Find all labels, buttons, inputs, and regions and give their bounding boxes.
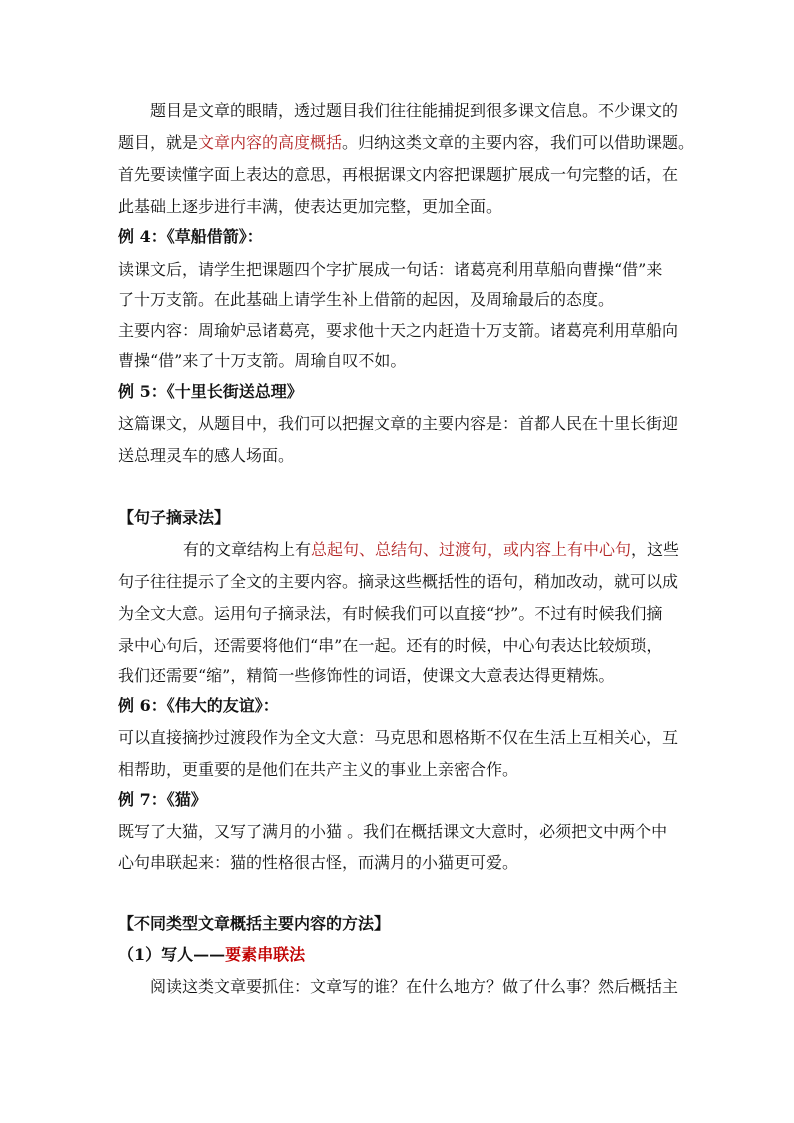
example-6-line-1: 可以直接摘抄过渡段作为全文大意：马克思和恩格斯不仅在生活上互相关心，互 [118,728,679,747]
intro-text: 。归纳这类文章的主要内容，我们可以借助课题。 [342,133,695,152]
intro-line-2 [118,133,694,153]
sentence-line-4: 录中心句后，还需要将他们“串”在一起。还有的时候，中心句表达比较烦琐， [118,636,663,655]
section-heading-sentence: 【句子摘录法】 [118,508,231,527]
sentence-line-1 [183,540,679,560]
example-4-line-4: 曹操“借”来了十万支箭。周瑜自叹不如。 [118,351,407,370]
types-line-1: 阅读这类文章要抓住：文章写的谁？在什么地方？做了什么事？然后概括主 [150,977,679,996]
example-5-line-2: 送总理灵车的感人场面。 [118,446,295,465]
highlight-text: 文章内容的高度概括 [198,133,343,152]
highlight-text: 要素串联法 [225,945,306,964]
example-6-line-2: 相帮助，更重要的是他们在共产主义的事业上亲密合作。 [118,760,519,779]
sentence-line-3: 为全文大意。运用句子摘录法，有时候我们可以直接“抄”。不过有时候我们摘 [118,604,663,623]
example-5-line-1: 这篇课文，从题目中，我们可以把握文章的主要内容是：首都人民在十里长街迎 [118,414,679,433]
example-4-line-3: 主要内容：周瑜妒忌诸葛亮，要求他十天之内赶造十万支箭。诸葛亮利用草船向 [118,321,679,340]
example-5-title: 例 5：《十里长街送总理》 [118,382,303,401]
highlight-text: 总起句、总结句、过渡句，或内容上有中心句 [311,540,632,559]
section-heading-types: 【不同类型文章概括主要内容的方法】 [118,914,391,933]
example-7-line-1: 既写了大猫，又写了满月的小猫 。我们在概括课文大意时，必须把文中两个中 [118,822,668,841]
intro-line-1: 题目是文章的眼睛，透过题目我们往往能捕捉到很多课文信息。不少课文的 [150,101,679,120]
sentence-text: 有的文章结构上有 [183,540,312,559]
types-subheading [118,945,305,965]
sentence-line-2: 句子往往提示了全文的主要内容。摘录这些概括性的语句，稍加改动，就可以成 [118,572,679,591]
example-4-title: 例 4：《草船借箭》： [118,227,263,246]
subheading-label: （1）写人—— [118,945,226,964]
intro-line-3: 首先要读懂字面上表达的意思，再根据课文内容把课题扩展成一句完整的话，在 [118,165,679,184]
sentence-text: ，这些 [631,540,680,559]
example-6-title: 例 6：《伟大的友谊》： [118,696,279,715]
example-4-line-2: 了十万支箭。在此基础上请学生补上借箭的起因，及周瑜最后的态度。 [118,290,615,309]
intro-line-4: 此基础上逐步进行丰满，使表达更加完整，更加全面。 [118,197,503,216]
intro-text: 题目，就是 [118,133,199,152]
example-7-title: 例 7：《猫》 [118,790,207,809]
sentence-line-5: 我们还需要“缩”，精简一些修饰性的词语，使课文大意表达得更精炼。 [118,666,615,685]
example-7-line-2: 心句串联起来：猫的性格很古怪，而满月的小猫更可爱。 [118,853,519,872]
example-4-line-1: 读课文后，请学生把课题四个字扩展成一句话：诸葛亮利用草船向曹操“借”来 [118,260,663,279]
